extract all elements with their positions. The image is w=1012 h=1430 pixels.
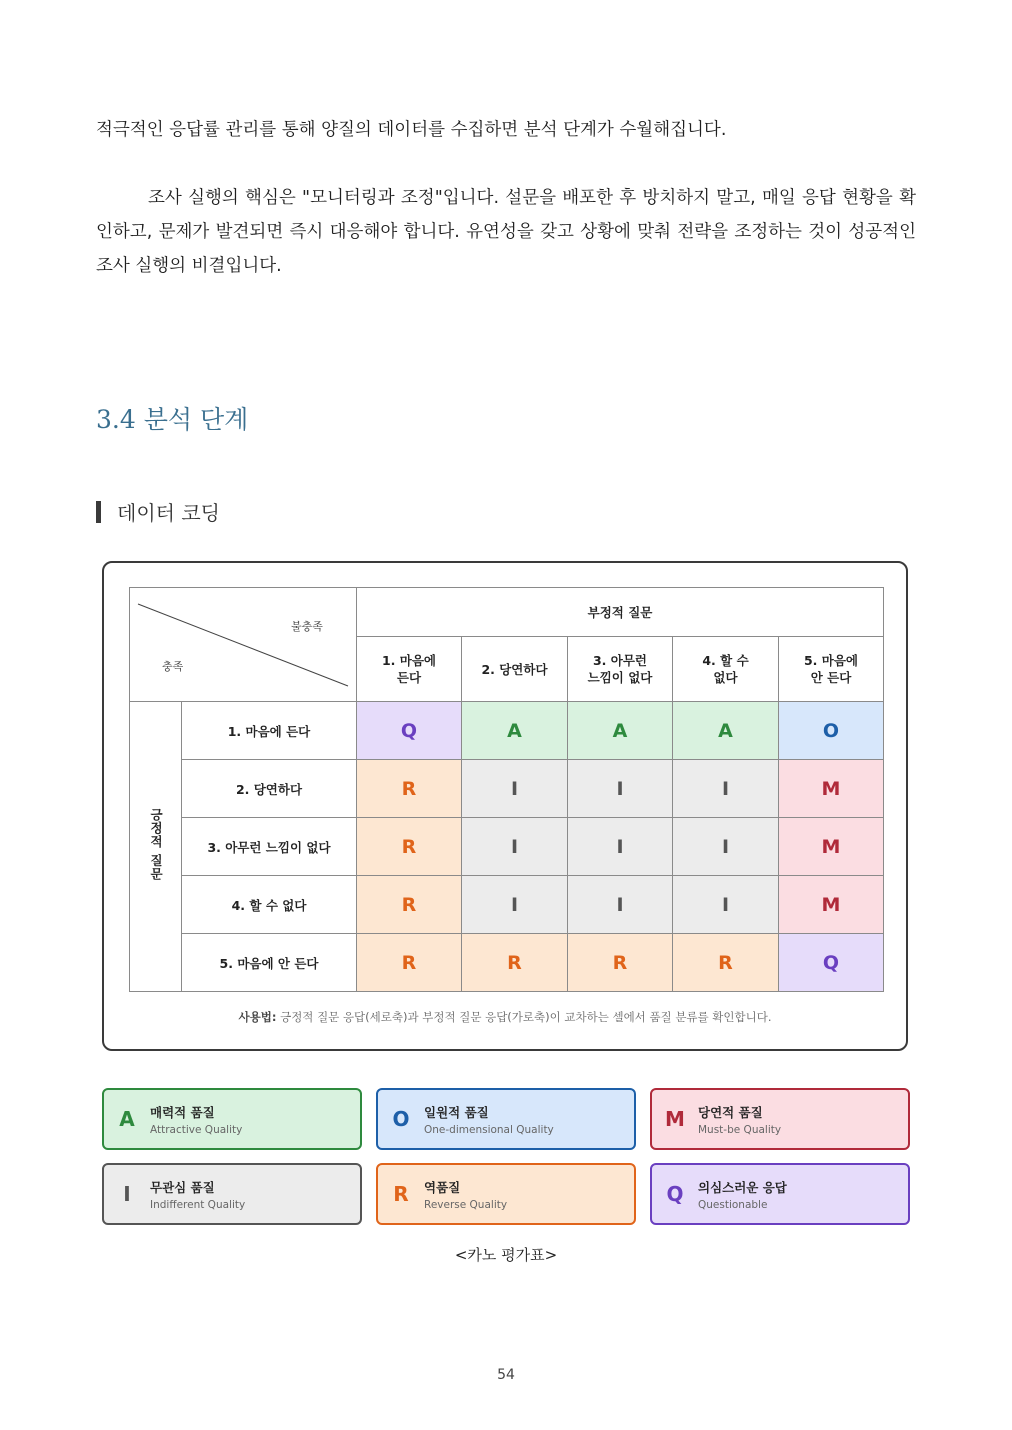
body-paragraph-1: 적극적인 응답률 관리를 통해 양질의 데이터를 수집하면 분석 단계가 수월해집니다. — [96, 120, 727, 140]
legend-english-label: Reverse Quality — [424, 1198, 508, 1211]
legend-english-label: Must-be Quality — [698, 1123, 782, 1136]
column-header — [357, 637, 462, 702]
quality-cell: A — [673, 702, 779, 760]
column-header-line: 4. 할 수 — [702, 653, 749, 668]
quality-cell: I — [673, 876, 779, 934]
quality-cell: A — [568, 702, 673, 760]
column-header — [462, 637, 568, 702]
table-row — [130, 876, 884, 934]
legend-item — [102, 1163, 362, 1225]
legend-letter: Q — [666, 1182, 684, 1206]
positive-question-label: 긍정적 질문 — [148, 808, 164, 881]
quality-cell: I — [568, 818, 673, 876]
legend-text — [698, 1178, 787, 1211]
column-header-line: 3. 아무런 — [592, 653, 648, 668]
page-number: 54 — [497, 1367, 515, 1383]
quality-cell: O — [779, 702, 884, 760]
body-paragraph-2: 조사 실행의 핵심은 "모니터링과 조정"입니다. 설문을 배포한 후 방치하지 말고, 매일 응답 현황을 확인하고, 문제가 발견되면 즉시 대응해야 합니다. 유연성을 갖고 상황에 맞춰 전략을 조정하는 것이 성공적인 조사 실행의 비결입니다. — [96, 188, 916, 276]
legend-english-label: Attractive Quality — [150, 1123, 243, 1136]
usage-label: 사용법: — [238, 1010, 277, 1024]
quality-cell: Q — [779, 934, 884, 992]
legend-item — [376, 1088, 636, 1150]
quality-cell: I — [673, 818, 779, 876]
subheading-bar — [96, 501, 101, 523]
corner-diagonal-line — [130, 588, 357, 702]
corner-header — [130, 588, 357, 702]
legend-letter: O — [392, 1107, 410, 1131]
quality-cell: R — [357, 760, 462, 818]
quality-cell: R — [568, 934, 673, 992]
row-label: 5. 마음에 안 든다 — [182, 934, 357, 992]
legend-text — [424, 1178, 507, 1211]
table-row — [130, 760, 884, 818]
column-header-line: 든다 — [396, 670, 422, 685]
column-header-line: 2. 당연하다 — [481, 661, 548, 677]
corner-satisfied-label: 충족 — [162, 660, 184, 673]
column-header — [779, 637, 884, 702]
quality-cell: I — [462, 760, 568, 818]
quality-cell: I — [568, 876, 673, 934]
legend-korean-label: 일원적 품질 — [424, 1104, 489, 1120]
column-header-line: 1. 마음에 — [381, 653, 437, 668]
quality-cell: M — [779, 760, 884, 818]
quality-cell: R — [357, 818, 462, 876]
quality-cell: I — [673, 760, 779, 818]
column-header-line: 없다 — [713, 670, 738, 685]
corner-unsatisfied-label: 불충족 — [291, 620, 323, 633]
quality-cell: M — [779, 876, 884, 934]
legend-item — [102, 1088, 362, 1150]
quality-cell: I — [462, 818, 568, 876]
legend-korean-label: 당연적 품질 — [698, 1104, 763, 1120]
legend-letter: A — [119, 1107, 135, 1131]
usage-text: 긍정적 질문 응답(세로축)과 부정적 질문 응답(가로축)이 교차하는 셀에서 품질 분류를 확인합니다. — [276, 1010, 772, 1024]
kano-evaluation-table — [129, 587, 884, 992]
legend-item — [650, 1088, 910, 1150]
column-header — [568, 637, 673, 702]
table-row — [130, 934, 884, 992]
subheading — [96, 497, 220, 526]
legend-text — [150, 1103, 242, 1136]
quality-cell: R — [357, 876, 462, 934]
legend-english-label: One-dimensional Quality — [424, 1123, 554, 1136]
legend-english-label: Questionable — [698, 1198, 768, 1211]
legend-text — [698, 1103, 781, 1136]
negative-question-header: 부정적 질문 — [357, 588, 884, 637]
subheading-text: 데이터 코딩 — [117, 501, 220, 525]
row-label: 2. 당연하다 — [182, 760, 357, 818]
legend-letter: M — [665, 1107, 685, 1131]
usage-note — [102, 1009, 908, 1025]
figure-caption: <카노 평가표> — [454, 1246, 558, 1264]
legend-korean-label: 역품질 — [424, 1179, 461, 1195]
legend-text — [150, 1178, 245, 1211]
table-row — [130, 818, 884, 876]
legend-korean-label: 무관심 품질 — [150, 1179, 215, 1195]
section-heading: 3.4 분석 단계 — [96, 405, 249, 434]
quality-cell: M — [779, 818, 884, 876]
column-header-line: 느낌이 없다 — [587, 670, 653, 685]
column-header-line: 5. 마음에 — [803, 653, 859, 668]
legend-item — [650, 1163, 910, 1225]
positive-question-header — [130, 702, 182, 992]
quality-cell: I — [568, 760, 673, 818]
legend-korean-label: 매력적 품질 — [150, 1104, 215, 1120]
column-header-line: 안 든다 — [810, 670, 852, 685]
quality-cell: R — [462, 934, 568, 992]
legend-text — [424, 1103, 554, 1136]
legend-item — [376, 1163, 636, 1225]
quality-cell: A — [462, 702, 568, 760]
quality-cell: R — [673, 934, 779, 992]
row-label: 1. 마음에 든다 — [182, 702, 357, 760]
legend-letter: R — [393, 1182, 409, 1206]
quality-cell: Q — [357, 702, 462, 760]
column-header — [673, 637, 779, 702]
legend-letter: I — [123, 1182, 131, 1206]
legend-korean-label: 의심스러운 응답 — [698, 1179, 787, 1195]
row-label: 3. 아무런 느낌이 없다 — [182, 818, 357, 876]
legend-english-label: Indifferent Quality — [150, 1198, 246, 1211]
row-label: 4. 할 수 없다 — [182, 876, 357, 934]
quality-cell: I — [462, 876, 568, 934]
quality-cell: R — [357, 934, 462, 992]
table-row — [130, 702, 884, 760]
